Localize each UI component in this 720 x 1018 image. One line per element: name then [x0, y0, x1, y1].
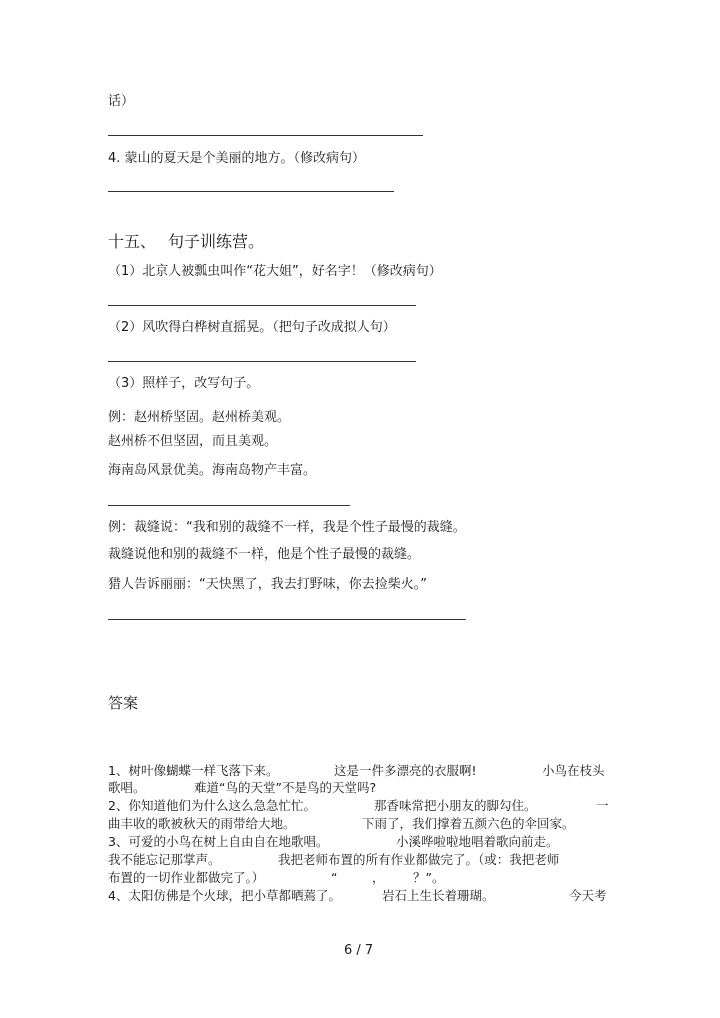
answer-line: [108, 619, 466, 620]
answer-line: [108, 135, 423, 136]
example-1-task: 海南岛风景优美。海南岛物产丰富。: [108, 463, 317, 478]
answer-line: [108, 505, 350, 506]
answer-text: ，: [372, 870, 385, 885]
answer-text: “: [331, 870, 338, 885]
answer-text: 我把老师布置的所有作业都做完了。（或：我把老师: [278, 852, 560, 867]
answer-text: 曲丰收的歌被秋天的雨带给大地。: [108, 816, 296, 831]
page-number: 6 / 7: [344, 943, 374, 958]
answer-title: 答案: [108, 694, 139, 712]
answer-text: 4、太阳仿佛是个火球，把小草都晒蔫了。: [108, 888, 341, 903]
answer-text: 歌唱。: [108, 780, 146, 795]
answer-text: 难道“鸟的天堂”不是鸟的天堂吗?: [194, 780, 377, 795]
answer-text: 2、你知道他们为什么这么急急忙忙。: [108, 798, 316, 813]
answer-text: 3、可爱的小鸟在树上自由自在地歌唱。: [108, 834, 329, 849]
answer-text: 布置的一切作业都做完了。）: [108, 870, 265, 885]
answer-text: 今天考: [569, 888, 607, 903]
item-2: （2）风吹得白桦树直摇晃。（把句子改成拟人句）: [108, 320, 396, 335]
item-1: （1）北京人被瓢虫叫作“花大姐”，好名字！（修改病句）: [108, 264, 442, 279]
example-2-task: 猎人告诉丽丽：“天快黑了，我去打野味，你去捡柴火。”: [108, 577, 427, 592]
answer-text: 岩石上生长着珊瑚。: [382, 888, 495, 903]
item-3: （3）照样子，改写句子。: [108, 376, 260, 391]
answer-line: [108, 191, 394, 192]
answer-text: 下雨了，我们撑着五颜六色的伞回家。: [362, 816, 575, 831]
example-1-b: 赵州桥不但坚固，而且美观。: [108, 434, 278, 449]
example-2-b: 裁缝说他和别的裁缝不一样，他是个性子最慢的裁缝。: [108, 547, 421, 562]
section-number: 十五、: [108, 232, 157, 251]
example-1-a: 例：赵州桥坚固。赵州桥美观。: [108, 410, 291, 425]
answer-text: 一: [596, 798, 609, 813]
example-2-a: 例：裁缝说：“我和别的裁缝不一样，我是个性子最慢的裁缝。: [108, 520, 466, 535]
section-title: 句子训练营。: [168, 232, 265, 251]
answer-text: 这是一件多漂亮的衣服啊!: [334, 763, 477, 778]
answer-text: 我不能忘记那掌声。: [108, 852, 221, 867]
answer-text: 小鸟在枝头: [542, 763, 605, 778]
answer-line: [108, 361, 416, 362]
answer-text: 小溪哗啦啦地唱着歌向前走。: [396, 834, 559, 849]
answer-text: 1、树叶像蝴蝶一样飞落下来。: [108, 763, 279, 778]
answer-text: 那香味常把小朋友的脚勾住。: [374, 798, 537, 813]
answer-text: ？”。: [413, 870, 445, 885]
question-fragment: 话）: [108, 94, 135, 109]
answer-line: [108, 305, 416, 306]
question-4: 4. 蒙山的夏天是个美丽的地方。（修改病句）: [108, 151, 366, 166]
